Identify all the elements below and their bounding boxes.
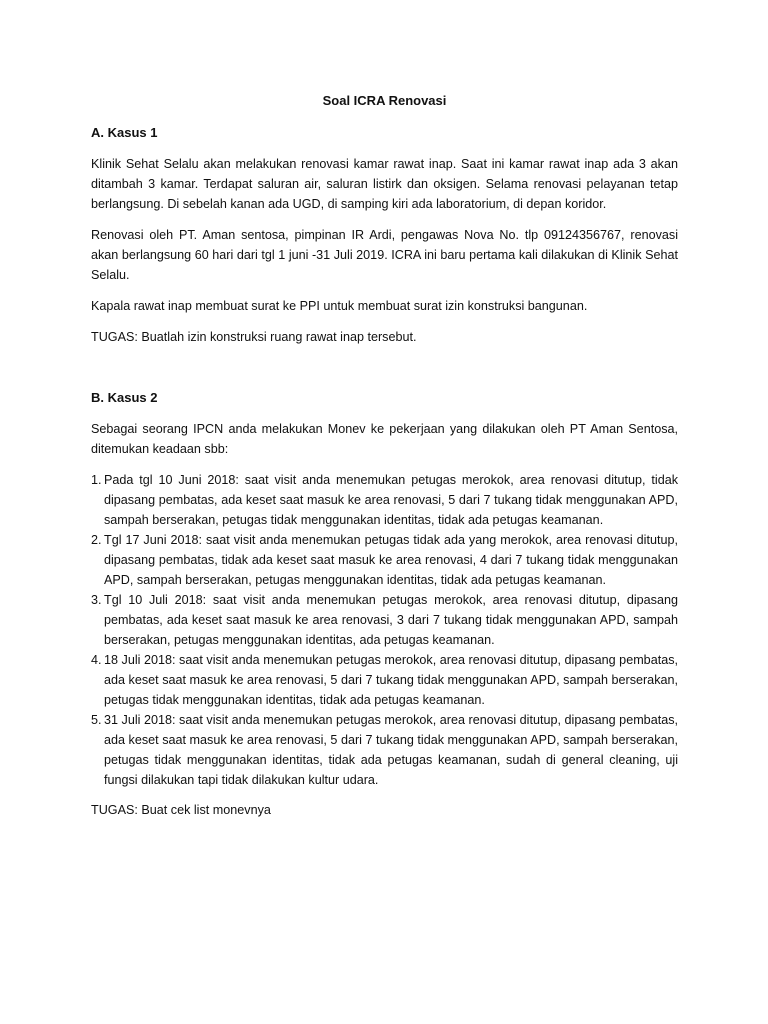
list-item-number: 1. xyxy=(91,473,102,487)
case1-heading: A. Kasus 1 xyxy=(91,125,158,140)
list-item-text: Tgl 17 Juni 2018: saat visit anda menemukan petugas tidak ada yang merokok, area renovasi ditutup, dipasang pembatas, tidak ada keset saat masuk ke area renovasi, 4 dari 7 tukang tidak menggunakan APD, sampah berserakan, petugas menggunakan identitas, tidak ada petugas keamanan. xyxy=(104,533,678,587)
list-item xyxy=(91,470,678,530)
case2-heading: B. Kasus 2 xyxy=(91,390,158,405)
case2-task: TUGAS: Buat cek list monevnya xyxy=(91,803,271,817)
list-item-number: 2. xyxy=(91,533,102,547)
case1-paragraph-1: Klinik Sehat Selalu akan melakukan renovasi kamar rawat inap. Saat ini kamar rawat inap ada 3 akan ditambah 3 kamar. Terdapat saluran air, saluran listirk dan oksigen. Selama renovasi pelayanan tetap berlangsung. Di sebelah kanan ada UGD, di samping kiri ada laboratorium, di depan koridor. xyxy=(91,157,678,211)
list-item-number: 4. xyxy=(91,653,102,667)
list-item xyxy=(91,590,678,650)
list-item-text: Pada tgl 10 Juni 2018: saat visit anda menemukan petugas merokok, area renovasi ditutup, tidak dipasang pembatas, ada keset saat masuk ke area renovasi, 5 dari 7 tukang tidak menggunakan APD, sampah berserakan, petugas tidak menggunakan identitas, tidak ada petugas keamanan. xyxy=(104,473,678,527)
list-item xyxy=(91,710,678,790)
case2-intro: Sebagai seorang IPCN anda melakukan Monev ke pekerjaan yang dilakukan oleh PT Aman Sentosa, ditemukan keadaan sbb: xyxy=(91,422,678,456)
list-item-number: 5. xyxy=(91,713,102,727)
list-item-text: Tgl 10 Juli 2018: saat visit anda menemukan petugas merokok, area renovasi ditutup, dipasang pembatas, ada keset saat masuk ke area renovasi, 3 dari 7 tukang tidak menggunakan APD, sampah berserakan, petugas menggunakan identitas, ada petugas keamanan. xyxy=(104,593,678,647)
section-spacer xyxy=(91,358,678,388)
list-item-text: 18 Juli 2018: saat visit anda menemukan petugas merokok, area renovasi ditutup, dipasang pembatas, ada keset saat masuk ke area renovasi, 5 dari 7 tukang tidak menggunakan APD, sampah berserakan, petugas tidak menggunakan identitas, tidak ada petugas keamanan. xyxy=(104,653,678,707)
list-item xyxy=(91,650,678,710)
list-item-text: 31 Juli 2018: saat visit anda menemukan petugas merokok, area renovasi ditutup, dipasang pembatas, ada keset saat masuk ke area renovasi, 5 dari 7 tukang tidak menggunakan APD, sampah berserakan, petugas tidak menggunakan identitas, tidak ada petugas keamanan, sudah di general cleaning, uji fungsi dilakukan tapi tidak dilakukan kultur udara. xyxy=(104,713,678,787)
document-body xyxy=(91,91,678,831)
case1-paragraph-2: Renovasi oleh PT. Aman sentosa, pimpinan IR Ardi, pengawas Nova No. tlp 09124356767, renovasi akan berlangsung 60 hari dari tgl 1 juni -31 Juli 2019. ICRA ini baru pertama kali dilakukan di Klinik Sehat Selalu. xyxy=(91,228,678,282)
list-item xyxy=(91,530,678,590)
findings-list xyxy=(91,470,678,790)
list-item-number: 3. xyxy=(91,593,102,607)
case1-task: TUGAS: Buatlah izin konstruksi ruang rawat inap tersebut. xyxy=(91,330,417,344)
document-title: Soal ICRA Renovasi xyxy=(322,93,447,108)
case1-paragraph-3: Kapala rawat inap membuat surat ke PPI untuk membuat surat izin konstruksi bangunan. xyxy=(91,299,588,313)
